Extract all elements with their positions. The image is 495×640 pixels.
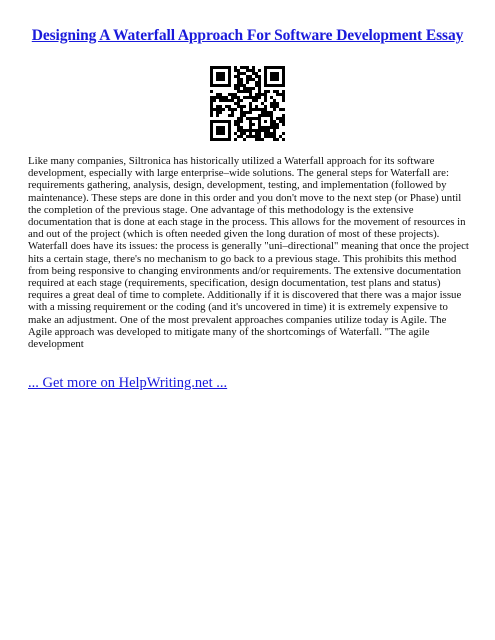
get-more-link[interactable]: ... Get more on HelpWriting.net ...: [28, 375, 228, 391]
qr-code-icon: [210, 66, 285, 141]
document-title[interactable]: Designing A Waterfall Approach For Software Development Essay: [31, 27, 464, 44]
essay-body: Like many companies, Siltronica has historically utilized a Waterfall approach for its software development, especially with large enterprise–wide solutions. The general steps for Waterfall are: requirements gathering, analysis, design, development, testing, and implementation (followed by maintenance). These steps are done in this order and you don't move to the next step (or Phase) until the completion of the previous stage. One advantage of this methodology is the extensive documentation that is done at each stage in the process. This allows for the movement of resources in and out of the project (which is often needed given the long duration of most of these projects). Waterfall does have its issues: the process is generally "uni–directional" meaning that once the project hits a certain stage, there's no mechanism to go back to a previous stage. This prohibits this method from being responsive to changing environments and/or requirements. The extensive documentation required at each stage (requirements, specification, design documentation, test plans and status) requires a great deal of time to complete. Additionally if it is discovered that there was a major issue with a missing requirement or the coding (and it's uncovered in time) it is extremely expensive to make an adjustment. One of the most prevalent approaches companies utilize today is Agile. The Agile approach was developed to mitigate many of the shortcomings of Waterfall. "The agile development: [28, 155, 469, 351]
